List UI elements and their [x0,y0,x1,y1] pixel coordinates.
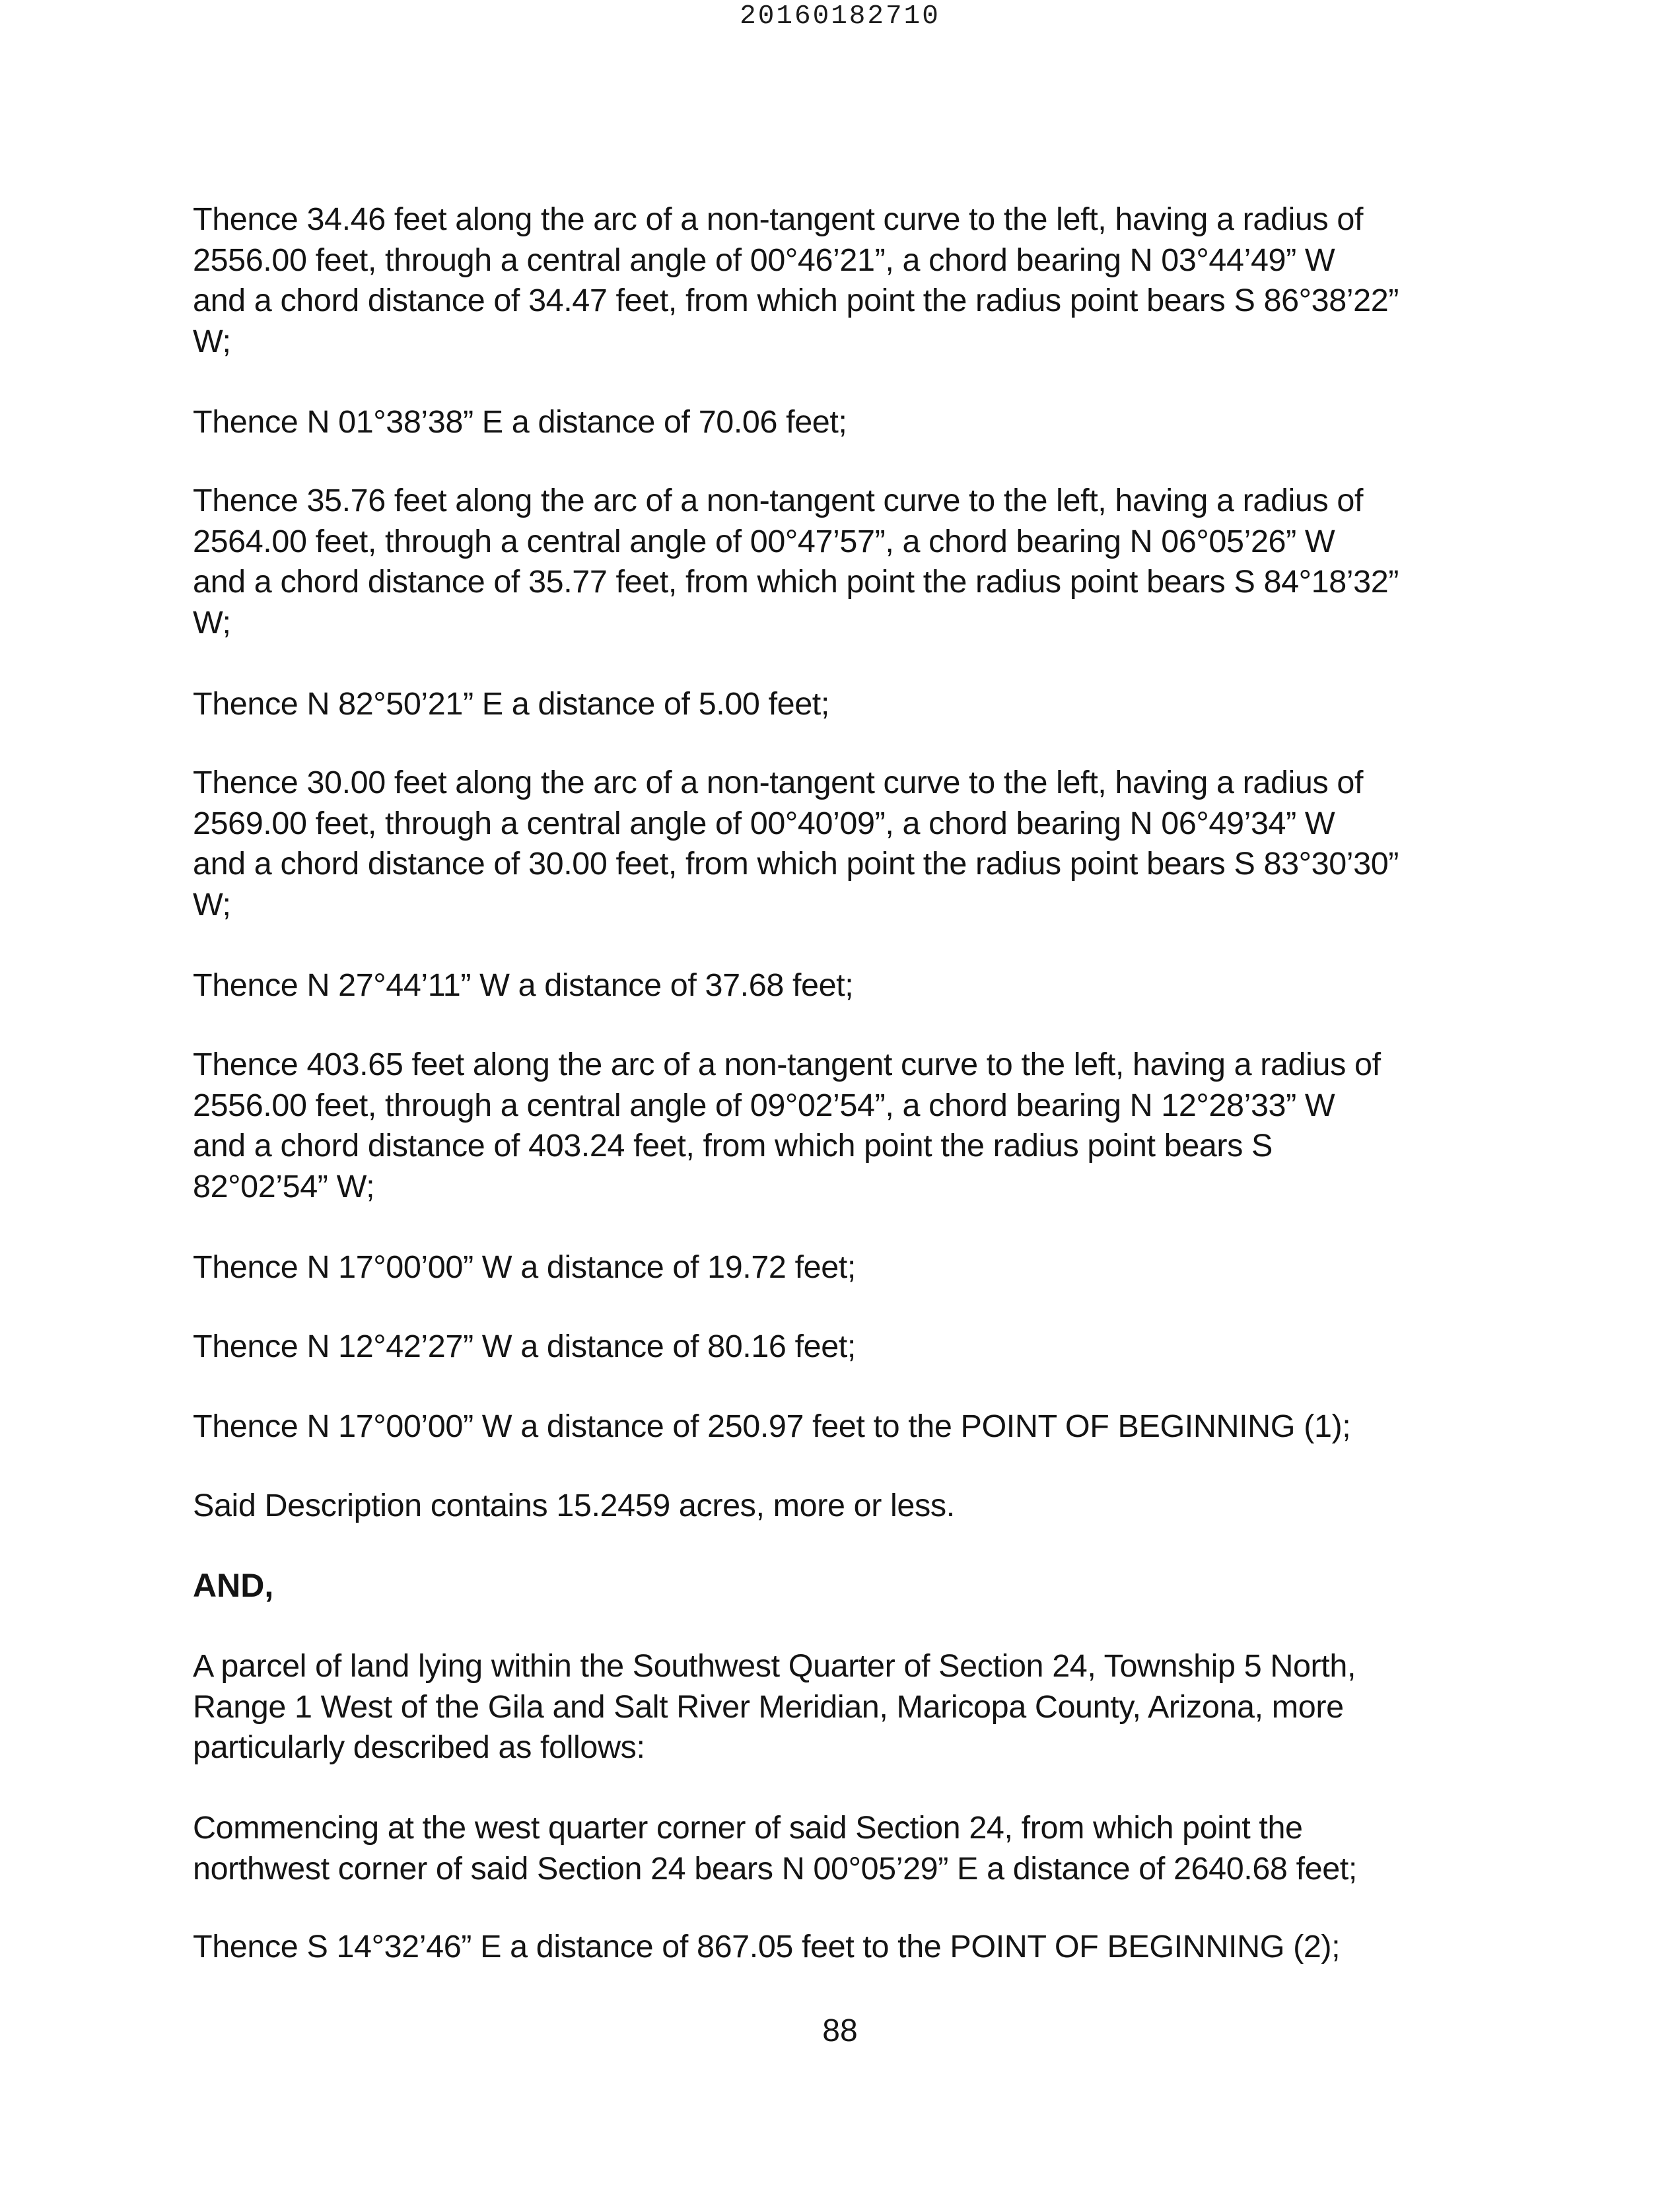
paragraph-curve-2 [193,481,1514,643]
text-line: W; [193,604,231,641]
text-line: and a chord distance of 403.24 feet, from which point the radius point bears S [193,1128,1273,1163]
text-line: Thence 403.65 feet along the arc of a non-tangent curve to the left, having a radius of [193,1047,1381,1082]
paragraph-course-5 [193,1327,1514,1368]
text-line: northwest corner of said Section 24 bears N 00°05’29” E a distance of 2640.68 feet; [193,1850,1357,1887]
text-line: particularly described as follows: [193,1729,645,1765]
text-line: W; [193,323,231,359]
paragraph-course-3 [193,965,1514,1006]
text-line: and a chord distance of 35.77 feet, from which point the radius point bears S 84°18’32” [193,564,1399,600]
text-line: 2556.00 feet, through a central angle of 09°02’54”, a chord bearing N 12°28’33” W [193,1087,1335,1123]
text-line: 82°02’54” W; [193,1168,375,1204]
text-line: Thence N 12°42’27” W a distance of 80.16 feet; [193,1329,856,1364]
text-line: Thence 35.76 feet along the arc of a non-tangent curve to the left, having a radius of [193,483,1364,518]
text-line: Thence N 17°00’00” W a distance of 250.97 feet to the POINT OF BEGINNING (1); [193,1408,1351,1444]
text-line: 2556.00 feet, through a central angle of 00°46’21”, a chord bearing N 03°44’49” W [193,242,1335,278]
text-line: Thence N 82°50’21” E a distance of 5.00 feet; [193,686,829,722]
document-number: 20160182710 [740,1,940,32]
paragraph-curve-1 [193,199,1514,362]
paragraph-point-of-beginning [193,1927,1514,1968]
text-line: Range 1 West of the Gila and Salt River Meridian, Maricopa County, Arizona, more [193,1688,1344,1725]
text-line: and a chord distance of 34.47 feet, from which point the radius point bears S 86°38’22” [193,283,1399,318]
text-line: Commencing at the west quarter corner of said Section 24, from which point the [193,1810,1303,1846]
text-line: Thence S 14°32’46” E a distance of 867.05 feet to the POINT OF BEGINNING (2); [193,1929,1341,1964]
text-line: and a chord distance of 30.00 feet, from which point the radius point bears S 83°30’30” [193,846,1399,882]
text-line: W; [193,886,231,922]
paragraph-course-1 [193,402,1514,443]
text-line: Thence 34.46 feet along the arc of a non-tangent curve to the left, having a radius of [193,201,1364,237]
paragraph-parcel [193,1646,1514,1768]
paragraph-course-6 [193,1406,1514,1447]
paragraph-curve-4 [193,1045,1514,1207]
paragraph-acreage [193,1486,1514,1527]
text-line: 2569.00 feet, through a central angle of 00°40’09”, a chord bearing N 06°49’34” W [193,805,1335,841]
paragraph-course-4 [193,1247,1514,1288]
text-line: 2564.00 feet, through a central angle of 00°47’57”, a chord bearing N 06°05’26” W [193,523,1335,559]
section-heading-and: AND, [193,1567,274,1604]
paragraph-course-2 [193,684,1514,725]
text-line: Thence N 01°38’38” E a distance of 70.06 feet; [193,404,847,440]
text-line: Thence N 27°44’11” W a distance of 37.68 feet; [193,967,854,1003]
page-number: 88 [822,2013,858,2048]
paragraph-curve-3 [193,763,1514,925]
paragraph-commencing [193,1808,1514,1889]
text-line: Said Description contains 15.2459 acres, more or less. [193,1488,955,1523]
text-line: A parcel of land lying within the Southwest Quarter of Section 24, Township 5 North, [193,1648,1356,1684]
text-line: Thence N 17°00’00” W a distance of 19.72 feet; [193,1249,856,1285]
text-line: Thence 30.00 feet along the arc of a non-tangent curve to the left, having a radius of [193,765,1364,800]
